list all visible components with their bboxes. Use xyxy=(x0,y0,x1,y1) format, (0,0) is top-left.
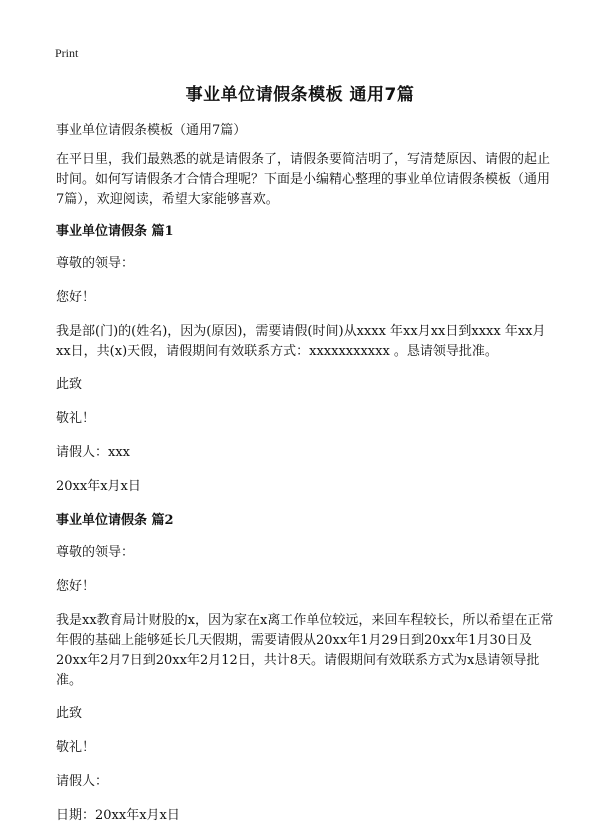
section-2-heading: 事业单位请假条 篇2 xyxy=(56,513,174,528)
section-2-salutation: 尊敬的领导： xyxy=(56,545,135,560)
intro-paragraph: 在平日里，我们最熟悉的就是请假条了，请假条要简洁明了，写清楚原因、请假的起止时间。如何写请假条才合情合理呢？下面是小编精心整理的事业单位请假条模板（通用7篇），欢迎阅读，希望大家能够喜欢。 xyxy=(56,152,551,207)
section-2-body: 我是xx教育局计财股的x，因为家在x离工作单位较远，来回车程较长，所以希望在正常年假的基础上能够延长几天假期，需要请假从20xx年1月29日到20xx年1月30日及20xx年2月7日到20xx年2月12日，共计8天。请假期间有效联系方式为x恳请领导批准。 xyxy=(56,613,554,688)
section-2-closing-2: 敬礼！ xyxy=(56,740,96,755)
document-body xyxy=(56,121,556,840)
section-1-closing-1: 此致 xyxy=(56,377,83,392)
section-2-greeting: 您好！ xyxy=(56,579,96,594)
print-link[interactable]: Print xyxy=(55,46,79,60)
section-1-salutation: 尊敬的领导： xyxy=(56,256,135,271)
section-1-applicant: 请假人：xxx xyxy=(56,445,130,460)
section-1-date: 20xx年x月x日 xyxy=(56,479,141,494)
section-1-greeting: 您好！ xyxy=(56,290,96,305)
section-1-body: 我是部(门)的(姓名)，因为(原因)，需要请假(时间)从xxxx 年xx月xx日到xxxx 年xx月xx日，共(x)天假，请假期间有效联系方式：xxxxxxxxxxx 。恳请领导批准。 xyxy=(56,324,546,359)
section-1-heading: 事业单位请假条 篇1 xyxy=(56,224,174,239)
document-subtitle: 事业单位请假条模板（通用7篇） xyxy=(56,123,247,138)
section-2-date: 日期：20xx年x月x日 xyxy=(56,808,180,823)
section-2-closing-1: 此致 xyxy=(56,706,83,721)
section-1-closing-2: 敬礼！ xyxy=(56,411,96,426)
page-title: 事业单位请假条模板 通用7篇 xyxy=(185,85,415,105)
section-2-applicant: 请假人： xyxy=(56,774,109,789)
